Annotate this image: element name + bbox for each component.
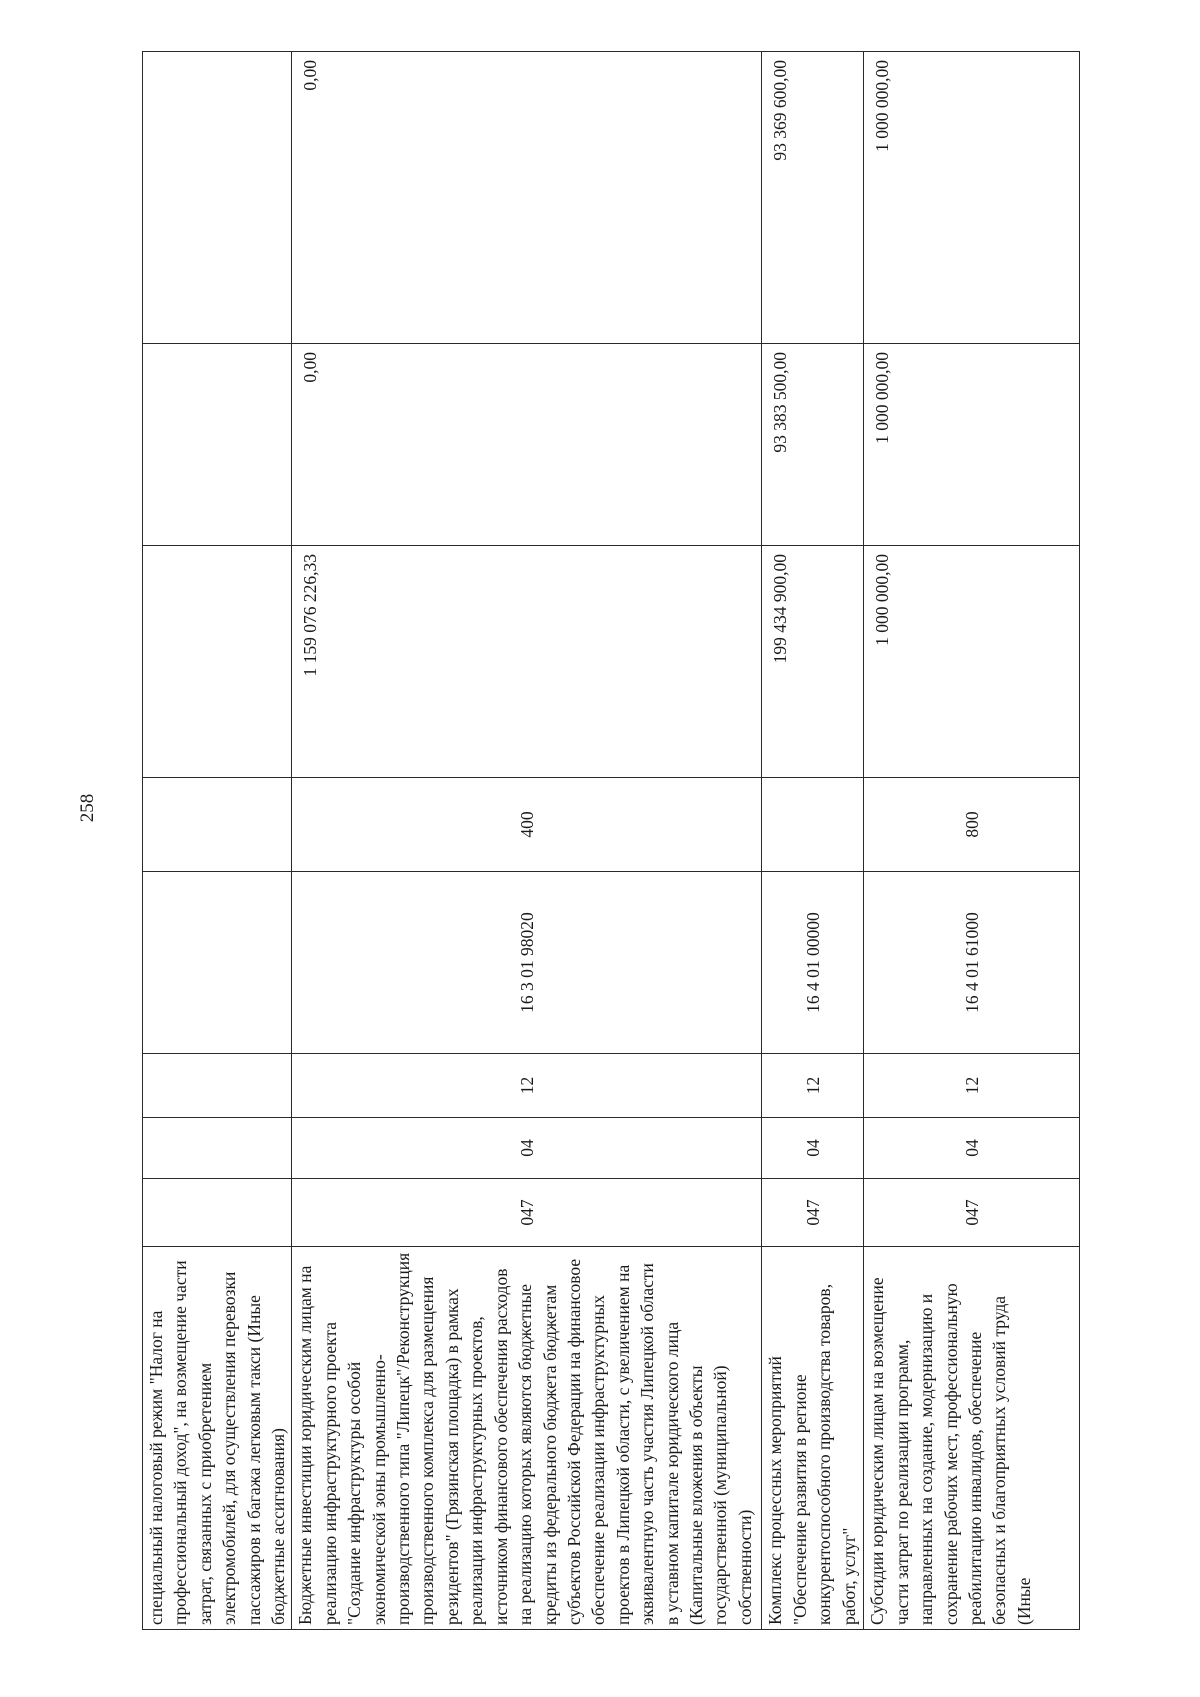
target-article-cell: 16 4 01 61000 [864, 872, 1080, 1054]
amount-year3-cell: 93 369 600,00 [762, 52, 864, 344]
target-article-cell: 16 4 01 00000 [762, 872, 864, 1054]
row-description: Комплекс процессных мероприятий "Обеспечение развития в регионе конкурентоспособного производства товаров, работ, услуг" [762, 1247, 864, 1630]
page-number: 258 [77, 793, 98, 823]
amount-year3-cell [143, 52, 292, 344]
grbs-cell: 047 [292, 1179, 762, 1247]
grbs-cell [143, 1179, 292, 1247]
razdel-cell [143, 1118, 292, 1179]
expense-type-cell: 800 [864, 778, 1080, 872]
amount-year2-cell: 0,00 [292, 344, 762, 546]
razdel-cell: 04 [864, 1118, 1080, 1179]
expense-type-cell [143, 778, 292, 872]
amount-year3-cell: 0,00 [292, 52, 762, 344]
razdel-cell: 04 [292, 1118, 762, 1179]
rotated-table-container [142, 52, 1062, 1630]
target-article-cell: 16 3 01 98020 [292, 872, 762, 1054]
table-row [143, 52, 292, 1630]
row-description: Субсидии юридическим лицам на возмещение части затрат по реализации программ, направленных на создание, модернизацию и сохранение рабочих мест, профессиональную реабилитацию инвалидов, обеспечение безопасных и благоприятных условий труда (Иные [864, 1247, 1080, 1630]
amount-year3-cell: 1 000 000,00 [864, 52, 1080, 344]
amount-year1-cell: 1 000 000,00 [864, 546, 1080, 778]
row-description: Бюджетные инвестиции юридическим лицам на реализацию инфраструктурного проекта "Создание инфраструктуры особой экономической зоны промышленно-производственного типа "Липецк"/Реконструкция производственного комплекса для размещения резидентов" (Грязинская площадка) в рамках реализации инфраструктурных проектов, источником финансового обеспечения расходов на реализацию которых являются бюджетные кредиты из федерального бюджета бюджетам субъектов Российской Федерации на финансовое обеспечение реализации инфраструктурных проектов в Липецкой области, с увеличением на эквивалентную часть участия Липецкой области в уставном капитале юридического лица (Капитальные вложения в объекты государственной (муниципальной) собственности) [292, 1247, 762, 1630]
amount-year2-cell: 1 000 000,00 [864, 344, 1080, 546]
amount-year1-cell: 1 159 076 226,33 [292, 546, 762, 778]
table-row [292, 52, 762, 1630]
amount-year2-cell [143, 344, 292, 546]
row-description: специальный налоговый режим "Налог на профессиональный доход", на возмещение части затрат, связанных с приобретением электромобилей, для осуществления перевозки пассажиров и багажа легковым такси (Иные бюджетные ассигнования) [143, 1247, 292, 1630]
razdel-cell: 04 [762, 1118, 864, 1179]
expense-type-cell: 400 [292, 778, 762, 872]
grbs-cell: 047 [762, 1179, 864, 1247]
amount-year1-cell [143, 546, 292, 778]
podrazdel-cell [143, 1054, 292, 1118]
amount-year1-cell: 199 434 900,00 [762, 546, 864, 778]
podrazdel-cell: 12 [292, 1054, 762, 1118]
podrazdel-cell: 12 [864, 1054, 1080, 1118]
target-article-cell [143, 872, 292, 1054]
expense-type-cell [762, 778, 864, 872]
podrazdel-cell: 12 [762, 1054, 864, 1118]
table-row [864, 52, 1080, 1630]
budget-table [142, 51, 1080, 1630]
amount-year2-cell: 93 383 500,00 [762, 344, 864, 546]
table-row [762, 52, 864, 1630]
grbs-cell: 047 [864, 1179, 1080, 1247]
